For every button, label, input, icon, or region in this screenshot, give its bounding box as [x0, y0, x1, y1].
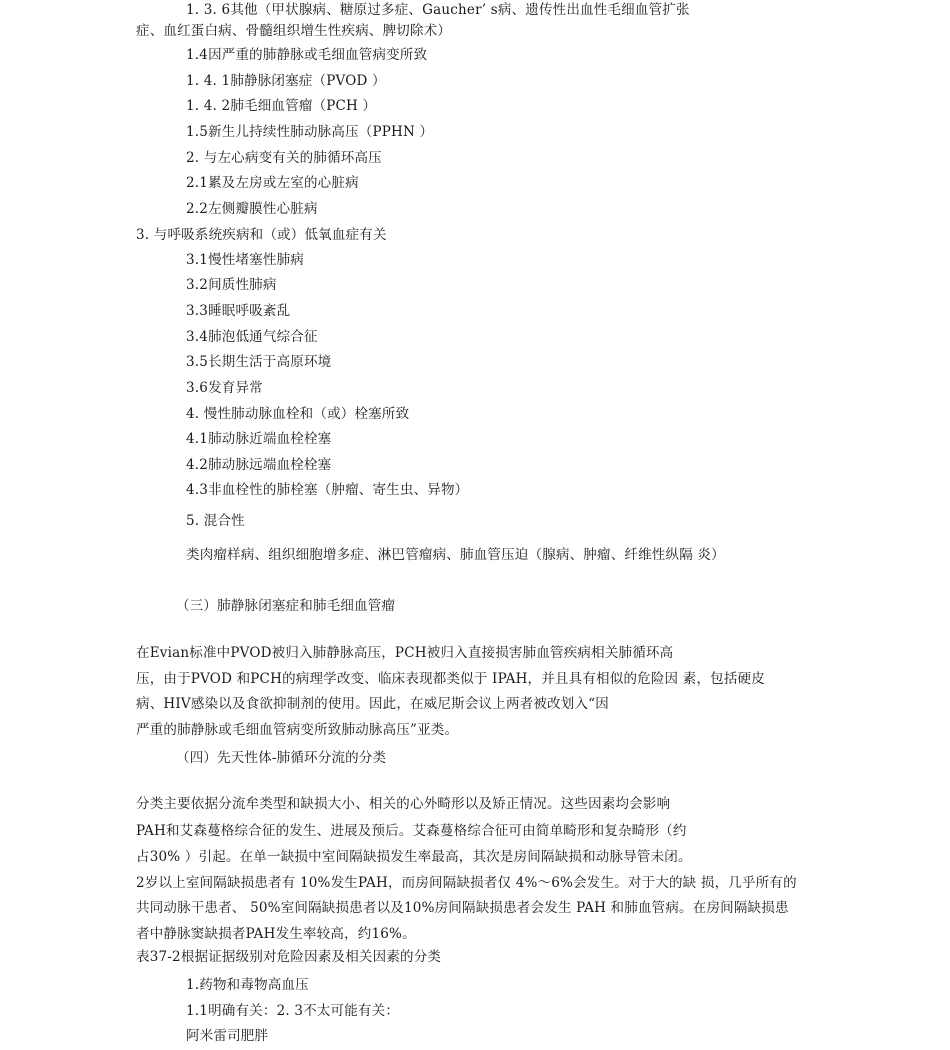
paragraph-line: PAH和艾森蔓格综合征的发生、进展及预后。艾森蔓格综合征可由简单畸形和复杂畸形（约 — [136, 823, 687, 839]
list-item: 4.3非血栓性的肺栓塞（肿瘤、寄生虫、异物） — [186, 482, 469, 498]
list-item: 1.4因严重的肺静脉或毛细血管病变所致 — [186, 47, 428, 63]
list-item: 4.2肺动脉远端血栓栓塞 — [186, 457, 332, 473]
list-item: 3. 与呼吸系统疾病和（或）低氧血症有关 — [136, 227, 387, 243]
paragraph-line: 病、HIV感染以及食欲抑制剂的使用。因此，在威尼斯会议上两者被改划入“因 — [136, 696, 609, 712]
list-item: 阿米雷司肥胖 — [186, 1028, 269, 1044]
list-item: 3.5长期生活于高原环境 — [186, 354, 332, 370]
text-line: 1. 3. 6其他（甲状腺病、糖原过多症、Gaucher’ s病、遗传性出血性毛细血管扩张 — [186, 2, 690, 18]
list-item: 3.4肺泡低通气综合征 — [186, 329, 318, 345]
table-caption: 表37-2根据证据级别对危险因素及相关因素的分类 — [136, 949, 442, 965]
paragraph-line: 严重的肺静脉或毛细血管病变所致肺动脉高压”亚类。 — [136, 722, 459, 738]
list-item: 2.1累及左房或左室的心脏病 — [186, 175, 359, 191]
paragraph-line: 在Evian标准中PVOD被归入肺静脉高压，PCH被归入直接损害肺血管疾病相关肺循环高 — [136, 645, 674, 661]
section-heading: （四）先天性体-肺循环分流的分类 — [176, 750, 387, 766]
paragraph-line: 分类主要依据分流牟类型和缺损大小、相关的心外畸形以及矫正情况。这些因素均会影响 — [136, 796, 671, 812]
paragraph-line: 共同动脉干患者、 50%室间隔缺损患者以及10%房间隔缺损患者会发生 PAH 和肺血管病。在房间隔缺损患 — [136, 900, 789, 916]
paragraph-line: 者中静脉窦缺损者PAH发生率较高，约16%。 — [136, 926, 416, 942]
list-item: 5. 混合性 — [186, 513, 245, 529]
list-item: 3.6发育异常 — [186, 380, 263, 396]
list-item: 2.2左侧瓣膜性心脏病 — [186, 201, 318, 217]
list-item: 1.药物和毒物高血压 — [186, 977, 309, 993]
list-item: 2. 与左心病变有关的肺循环高压 — [186, 150, 382, 166]
section-heading: （三）肺静脉闭塞症和肺毛细血管瘤 — [176, 598, 396, 614]
list-item: 1. 4. 1肺静脉闭塞症（PVOD ） — [186, 73, 386, 89]
list-item: 4.1肺动脉近端血栓栓塞 — [186, 431, 332, 447]
paragraph-line: 2岁以上室间隔缺损患者有 10%发生PAH，而房间隔缺损者仅 4%〜6%会发生。对于大的缺 损，几乎所有的 — [136, 875, 797, 891]
paragraph-line: 压，由于PVOD 和PCH的病理学改变、临床表现都类似于 IPAH，并且具有相似的危险因 素，包括硬皮 — [136, 671, 765, 687]
list-item: 3.1慢性堵塞性肺病 — [186, 252, 304, 268]
list-item: 1. 4. 2肺毛细血管瘤（PCH ） — [186, 98, 377, 114]
paragraph-line: 占30% ）引起。在单一缺损中室间隔缺损发生率最高，其次是房间隔缺损和动脉导管未闭。 — [136, 849, 692, 865]
list-item: 1.5新生儿持续性肺动脉高压（PPHN ） — [186, 124, 434, 140]
list-item: 3.2间质性肺病 — [186, 277, 277, 293]
list-item: 4. 慢性肺动脉血栓和（或）栓塞所致 — [186, 406, 410, 422]
text-line: 症、血红蛋白病、骨髓组织增生性疾病、脾切除术） — [136, 23, 452, 39]
text-line: 类肉瘤样病、组织细胞增多症、淋巴管瘤病、肺血管压迫（腺病、肿瘤、纤维性纵隔 炎） — [186, 547, 725, 563]
list-item: 1.1明确有关：2. 3不太可能有关： — [186, 1003, 400, 1019]
list-item: 3.3睡眠呼吸紊乱 — [186, 303, 291, 319]
